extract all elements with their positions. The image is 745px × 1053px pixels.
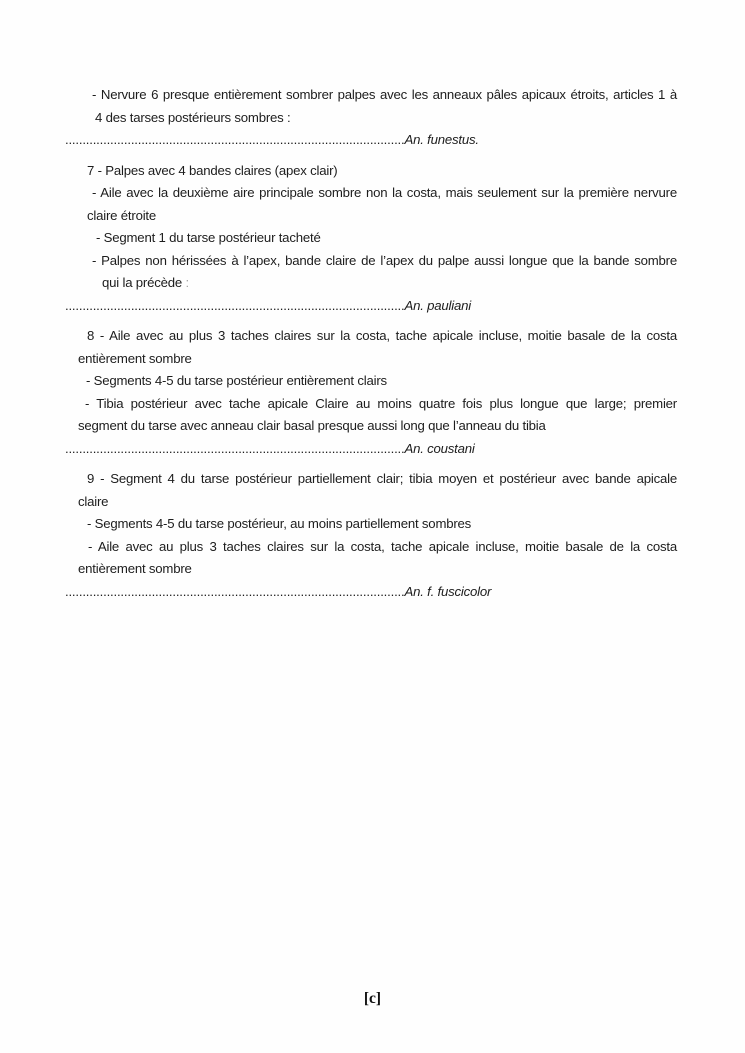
key-text: - Palpes non hérissées à l’apex, bande claire de l’apex du palpe aussi longue que la bande sombre (92, 252, 677, 268)
key-text-line (95, 107, 677, 130)
key-text-line (92, 84, 677, 107)
species-leader-line (65, 438, 677, 461)
species-name: An. pauliani (404, 297, 471, 313)
key-text-line (78, 558, 677, 581)
leader-dots: .................................................................................................. (65, 440, 405, 456)
key-text: 8 - Aile avec au plus 3 taches claires sur la costa, tache apicale incluse, moitie basale de la costa (87, 328, 677, 343)
key-text: - Segment 1 du tarse postérieur tacheté (96, 230, 321, 245)
key-text-line (92, 250, 677, 273)
species-name: An. coustani (404, 440, 475, 456)
key-text: - Tibia postérieur avec tache apicale Claire au moins quatre fois plus longue que large; premier (85, 395, 677, 411)
key-text: 9 - Segment 4 du tarse postérieur partiellement clair; tibia moyen et postérieur avec bande apicale (87, 471, 677, 486)
key-text: entièrement sombre (78, 561, 192, 576)
key-item-6-continuation (65, 84, 677, 152)
key-text-line (88, 536, 677, 559)
key-text: - Aile avec la deuxième aire principale sombre non la costa, mais seulement sur la première nervure (92, 185, 677, 200)
key-text-line (86, 370, 677, 393)
key-text: - Segments 4-5 du tarse postérieur, au moins partiellement sombres (87, 516, 472, 531)
page-footer (0, 990, 745, 1008)
key-text-line (96, 227, 677, 250)
key-text: claire (78, 493, 109, 509)
species-leader-line (65, 129, 677, 152)
key-item-7 (65, 160, 677, 318)
key-text-line (85, 393, 677, 416)
key-item-9 (65, 468, 677, 603)
key-text-line (78, 415, 677, 438)
page-number: [c] (363, 990, 382, 1007)
species-name: An. funestus. (404, 132, 479, 147)
species-leader-line (65, 295, 677, 318)
key-text: - Segments 4-5 du tarse postérieur entièrement clairs (86, 373, 387, 388)
leader-dots: .................................................................................................. (65, 297, 405, 313)
key-text-line (78, 348, 677, 371)
key-text: - Nervure 6 presque entièrement sombrer palpes avec les anneaux pâles apicaux étroits, articles 1 à (92, 87, 677, 102)
species-name: An. f. fuscicolor (404, 583, 492, 599)
key-text-line (78, 491, 677, 514)
key-item-8 (65, 325, 677, 460)
key-text-line (87, 513, 677, 536)
key-text: 4 des tarses postérieurs sombres : (95, 109, 291, 125)
key-text-line (87, 160, 677, 183)
leader-dots: .................................................................................................. (65, 583, 405, 599)
key-text: 7 - Palpes avec 4 bandes claires (apex clair) (87, 162, 338, 178)
identification-key-text (65, 84, 677, 611)
key-text-line (87, 468, 677, 491)
species-leader-line (65, 581, 677, 604)
key-text-line (92, 182, 677, 205)
key-text: entièrement sombre (78, 350, 192, 366)
faint-mark: : (182, 275, 189, 290)
key-text: segment du tarse avec anneau clair basal presque aussi long que l’anneau du tibia (78, 418, 546, 433)
key-text-line (87, 205, 677, 228)
key-text: qui la précède (102, 275, 183, 290)
leader-dots: .................................................................................................. (65, 132, 405, 147)
key-text-line (87, 325, 677, 348)
key-text-line (102, 272, 677, 295)
key-text: claire étroite (87, 207, 157, 223)
key-text: - Aile avec au plus 3 taches claires sur la costa, tache apicale incluse, moitie basale de la costa (88, 538, 677, 554)
